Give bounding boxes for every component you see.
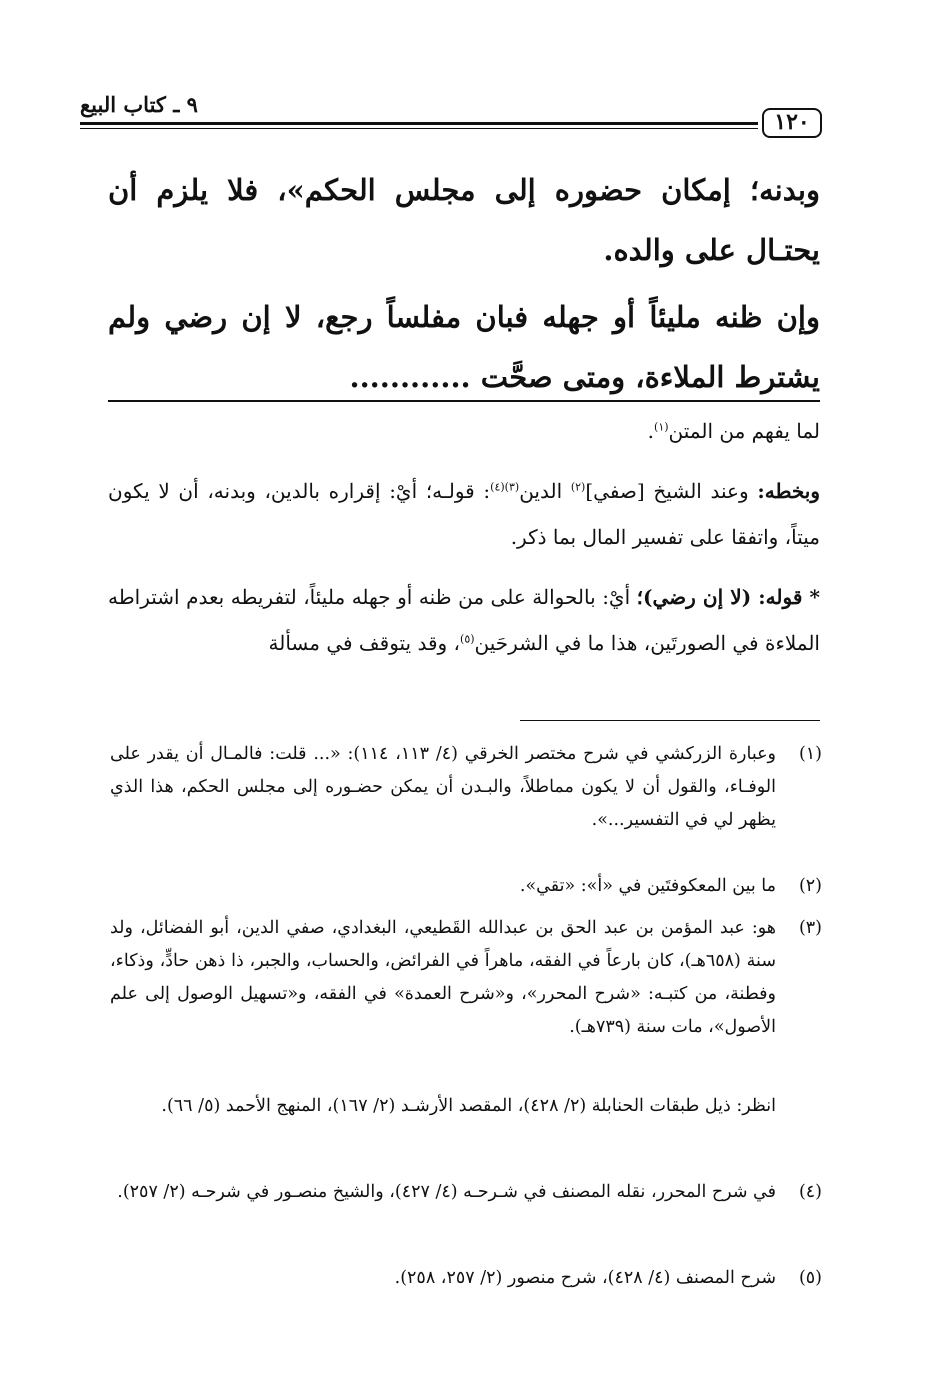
- footnote-4: [110, 1176, 822, 1209]
- commentary-text: أيْ: بالحوالة على من ظنه أو جهله مليئاً، لتفريطه بعدم اشتراطه الملاءة في الصورتَين، هذا ما في الشرحَين: [108, 585, 820, 655]
- footnote-1: [110, 738, 822, 837]
- footnote-3-references: [110, 1090, 822, 1123]
- footnote-number: (١): [798, 744, 822, 764]
- header-rule-thin: [80, 128, 758, 129]
- commentary-text-end: .: [647, 419, 655, 443]
- footnote-text: وعبارة الزركشي في شرح مختصر الخرقي (٤/ ١١٣، ١١٤): «... قلت: فالمـال أن يقدر على الوفـاء، والقول أن لا يكون مماطلاً، والبـدن أن يمكن حضـوره إلى مجلس الحكم، هذا الذي يظهر لي في التفسير...».: [110, 744, 776, 830]
- footnote-number: (٥): [798, 1268, 822, 1288]
- footnote-text: شرح المصنف (٤/ ٤٢٨)، شرح منصور (٢/ ٢٥٧، ٢٥٨).: [394, 1268, 776, 1288]
- matn-text-1: وبدنه؛ إمكان حضوره إلى مجلس الحكم»، فلا يلزم أن يحتـال على والده.: [108, 173, 820, 267]
- header-rule-thick: [80, 122, 758, 125]
- page-header: [80, 92, 822, 138]
- commentary-text: : قولـه؛ أيْ: إقراره بالدين، وبدنه، أن لا يكون ميتاً، واتفقا على تفسير المال بما ذكر.: [108, 479, 820, 549]
- matn-paragraph-1: [108, 160, 820, 280]
- footnote-ref-5: (٥): [460, 632, 475, 646]
- footnote-number: (٢): [798, 876, 822, 896]
- footnote-text: هو: عبد المؤمن بن عبد الحق بن عبدالله القَطيعي، البغدادي، صفي الدين، أبو الفضائل، ولد سنة (٦٥٨هـ)، كان بارعاً في الفقه، ماهراً في الفرائض، والحساب، والجبر، ذا ذهن حادٍّ، وذكاء، وفطنة، من كتبـه: «شرح المحرر»، و«شرح العمدة» في الفقه، و«تسهيل الوصول إلى علم الأصول»، مات سنة (٧٣٩هـ).: [110, 918, 776, 1037]
- footnote-number: (٣): [798, 918, 822, 938]
- page-number-badge: ١٢٠: [762, 108, 822, 138]
- matn-commentary-separator: [108, 400, 820, 402]
- matn-text-2: وإن ظنه مليئاً أو جهله فبان مفلساً رجع، لا إن رضي ولم يشترط الملاءة، ومتى صحَّت: [108, 300, 820, 394]
- footnote-number: (٤): [798, 1182, 822, 1202]
- footnote-text: ما بين المعكوفتَين في «أ»: «تقي».: [519, 876, 776, 896]
- commentary-line-1: [108, 408, 820, 454]
- footnote-ref-2: (٢): [570, 480, 586, 494]
- footnote-5: [110, 1262, 822, 1295]
- footnote-2: [110, 870, 822, 903]
- commentary-text: الدين: [519, 479, 571, 503]
- matn-continuation-dots: ............: [349, 360, 471, 394]
- commentary-text: وعند الشيخ [صفي]: [585, 479, 758, 503]
- commentary-lead-word: وبخطه:: [757, 479, 820, 503]
- footnote-separator: [520, 720, 820, 721]
- commentary-text: لما يفهم من المتن: [668, 419, 820, 443]
- commentary-text: ، وقد يتوقف في مسألة: [268, 631, 461, 655]
- footnote-3: [110, 912, 822, 1044]
- running-title: ٩ ـ كتاب البيع: [80, 92, 198, 117]
- footnote-ref-1: (١): [654, 420, 669, 434]
- footnote-ref-3-4: (٣)(٤): [490, 480, 520, 494]
- footnote-text: في شرح المحرر، نقله المصنف في شـرحـه (٤/ ٤٢٧)، والشيخ منصـور في شرحـه (٢/ ٢٥٧).: [117, 1182, 776, 1202]
- footnote-text: انظر: ذيل طبقات الحنابلة (٢/ ٤٢٨)، المقصد الأرشـد (٢/ ١٦٧)، المنهج الأحمد (٥/ ٦٦).: [161, 1096, 776, 1116]
- commentary-lead-quote: * قوله: (لا إن رضي)؛: [636, 585, 820, 609]
- commentary-paragraph-3: [108, 574, 820, 666]
- commentary-paragraph-2: [108, 468, 820, 560]
- matn-paragraph-2: [108, 287, 820, 407]
